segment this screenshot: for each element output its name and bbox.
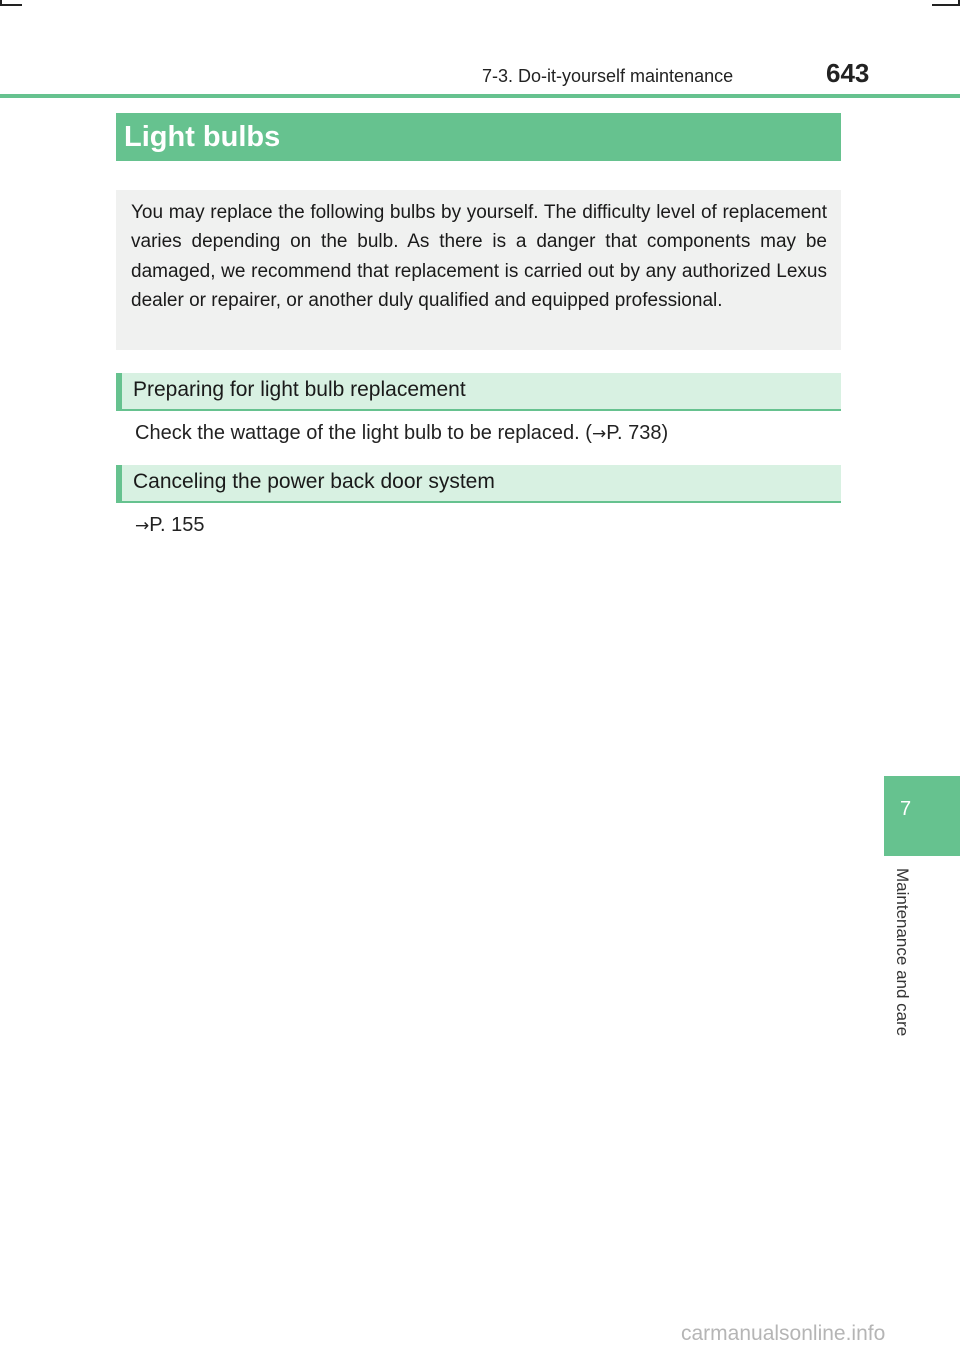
section-title-bar [116, 113, 841, 161]
subheading-preparing [116, 373, 841, 411]
subheading-label: Preparing for light bulb replacement [133, 378, 466, 401]
arrow-icon: → [135, 516, 150, 536]
page-reference-link[interactable]: P. 738) [606, 422, 669, 444]
subheading-accent [116, 465, 122, 503]
chapter-number: 7 [900, 798, 912, 820]
intro-text: You may replace the following bulbs by yourself. The difficulty level of replacement varies depending on the bulb. As there is a danger that components may be damaged, we recommend that replacement is carried out by any authorized Lexus dealer or repairer, or another duly qualified and equipped professional. [131, 202, 827, 311]
chapter-label: Maintenance and care [893, 868, 912, 1037]
page-number: 643 [826, 58, 870, 88]
crop-mark-top-left-h [0, 4, 22, 6]
preparing-body [135, 422, 668, 445]
watermark: carmanualsonline.info [681, 1322, 886, 1345]
preparing-body-text: Check the wattage of the light bulb to be replaced. ( [135, 422, 592, 444]
crop-mark-top-right-h [932, 4, 960, 6]
page-title: Light bulbs [124, 121, 281, 153]
canceling-body [135, 514, 205, 537]
subheading-accent [116, 373, 122, 411]
subheading-label: Canceling the power back door system [133, 470, 495, 493]
arrow-icon: → [591, 424, 607, 444]
header-section-title: 7-3. Do-it-yourself maintenance [482, 66, 734, 86]
page-reference-link[interactable]: P. 155 [149, 514, 205, 536]
header-rule [0, 94, 960, 98]
page-header [0, 56, 960, 96]
intro-box [116, 190, 841, 350]
chapter-tab[interactable] [884, 776, 960, 856]
subheading-canceling [116, 465, 841, 503]
